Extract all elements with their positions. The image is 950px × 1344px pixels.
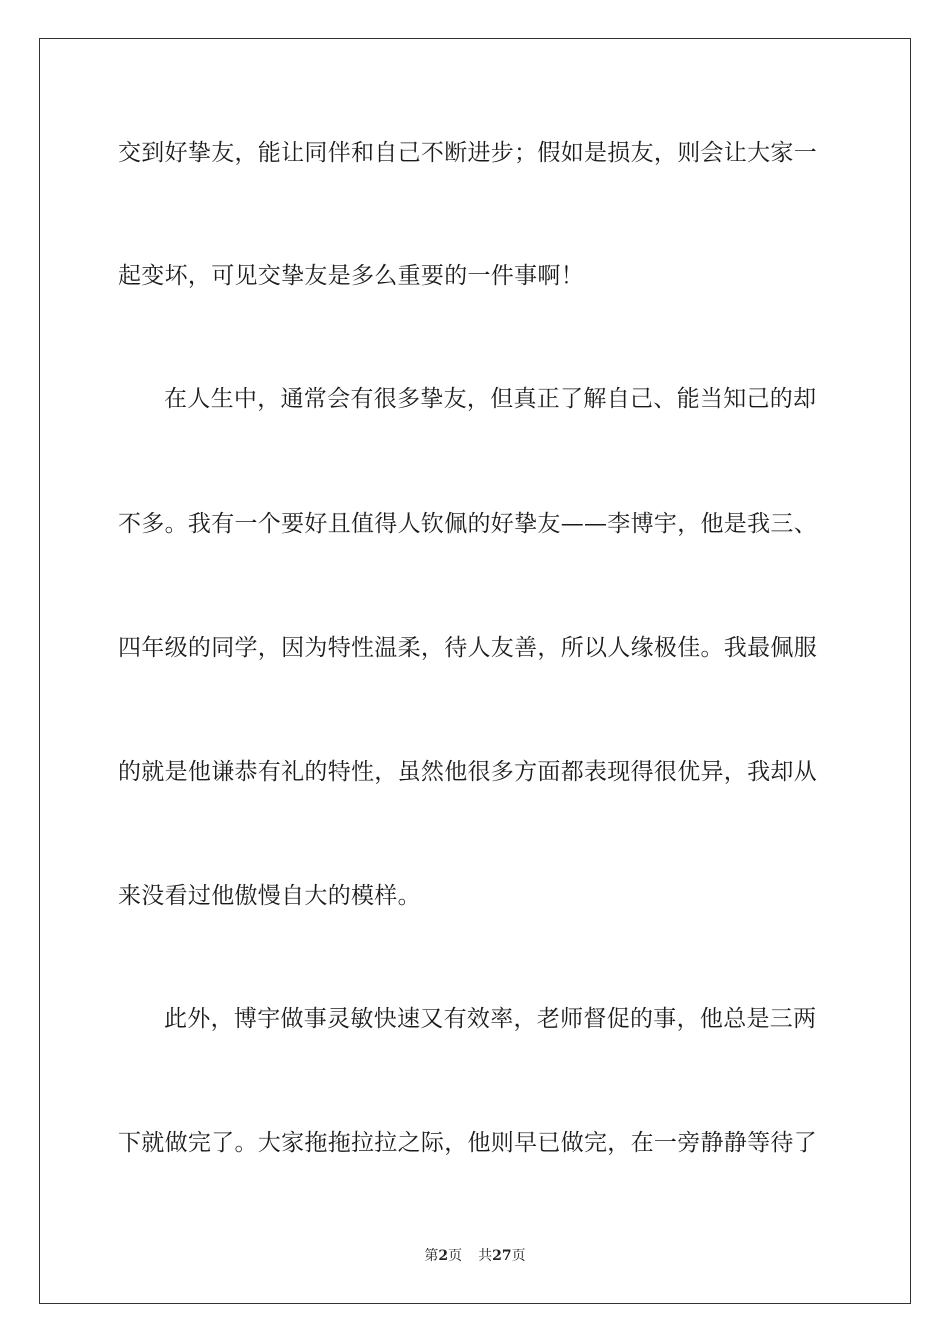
total-prefix: 共 (478, 1248, 493, 1264)
page-number: 2 (438, 1248, 449, 1264)
text-line: 的就是他谦恭有礼的特性，虽然他很多方面都表现得很优异，我却从 (118, 759, 817, 785)
page-prefix: 第 (424, 1248, 439, 1264)
text-line: 下就做完了。大家拖拖拉拉之际，他则早已做完，在一旁静静等待了 (118, 1130, 817, 1156)
total-suffix: 页 (511, 1248, 526, 1264)
page-border (39, 38, 911, 1304)
text-line: 在人生中，通常会有很多挚友，但真正了解自己、能当知己的却 (164, 386, 817, 412)
text-line: 交到好挚友，能让同伴和自己不断进步；假如是损友，则会让大家一 (118, 140, 817, 166)
text-line: 四年级的同学，因为特性温柔，待人友善，所以人缘极佳。我最佩服 (118, 635, 817, 661)
page-suffix: 页 (448, 1248, 463, 1264)
page-footer (0, 1247, 950, 1265)
text-line: 起变坏，可见交挚友是多么重要的一件事啊！ (118, 263, 584, 289)
text-line: 不多。我有一个要好且值得人钦佩的好挚友——李博宇，他是我三、 (118, 511, 817, 537)
text-line: 来没看过他傲慢自大的模样。 (118, 883, 421, 909)
text-line: 此外，博宇做事灵敏快速又有效率，老师督促的事，他总是三两 (164, 1006, 817, 1032)
total-pages: 27 (492, 1248, 512, 1264)
